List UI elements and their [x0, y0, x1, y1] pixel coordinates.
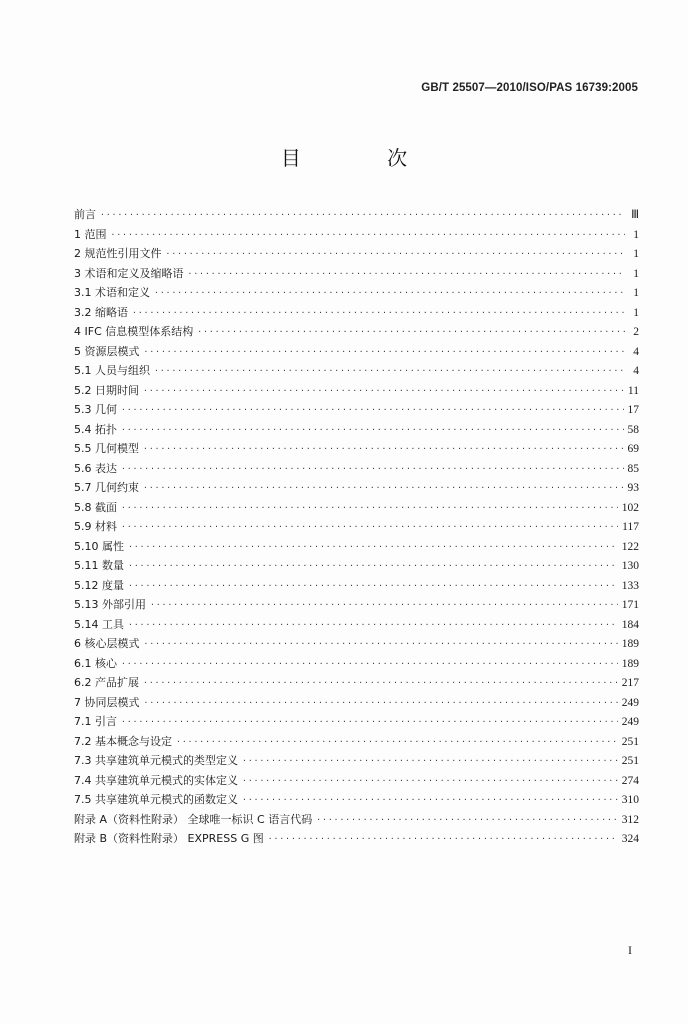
toc-entry-page: Ⅲ	[631, 209, 639, 221]
toc-entry-page: 4	[633, 365, 639, 377]
toc-entry[interactable]	[74, 829, 639, 849]
toc-leader-dots	[150, 595, 618, 615]
toc-entry-page: 1	[633, 287, 639, 299]
toc-entry-label: 7.2 基本概念与设定	[74, 734, 172, 748]
toc-entry-label: 5.9 材料	[74, 520, 117, 533]
toc-entry-page: 58	[627, 423, 639, 436]
toc-entry[interactable]	[74, 576, 639, 596]
toc-entry-page: 184	[621, 618, 639, 631]
toc-entry-page: 4	[633, 345, 639, 358]
toc-entry-page: 274	[621, 774, 639, 787]
toc-entry-page: 251	[621, 755, 639, 767]
toc-leader-dots	[144, 634, 618, 654]
toc-leader-dots	[143, 673, 618, 693]
toc-entry-page: 249	[621, 696, 639, 709]
toc-entry-label: 5 资源层模式	[74, 344, 140, 358]
toc-leader-dots	[143, 478, 624, 498]
toc-entry[interactable]	[74, 400, 639, 420]
toc-entry[interactable]	[74, 634, 639, 654]
toc-leader-dots	[144, 693, 618, 713]
toc-entry-label: 3.1 术语和定义	[74, 286, 150, 299]
toc-entry-label: 附录 B（资料性附录） EXPRESS G 图	[74, 832, 264, 845]
toc-entry[interactable]	[74, 459, 639, 479]
toc-entry[interactable]	[74, 322, 639, 342]
toc-leader-dots	[121, 400, 624, 420]
toc-entry[interactable]	[74, 615, 639, 635]
toc-entry[interactable]	[74, 498, 639, 518]
toc-entry-page: 251	[621, 735, 639, 748]
toc-entry-label: 附录 A（资料性附录） 全球唯一标识 C 语言代码	[74, 812, 313, 826]
toc-entry-label: 7.1 引言	[74, 715, 117, 728]
toc-entry[interactable]	[74, 712, 639, 732]
toc-leader-dots	[242, 751, 618, 771]
toc-entry-label: 5.6 表达	[74, 461, 117, 475]
toc-leader-dots	[197, 322, 625, 342]
toc-leader-dots	[128, 556, 618, 576]
toc-entry[interactable]	[74, 205, 639, 225]
toc-entry[interactable]	[74, 751, 639, 771]
toc-entry[interactable]	[74, 673, 639, 693]
toc-entry[interactable]	[74, 381, 639, 401]
toc-entry-label: 7.3 共享建筑单元模式的类型定义	[74, 754, 238, 767]
toc-entry-label: 5.10 属性	[74, 539, 124, 553]
toc-leader-dots	[188, 264, 626, 284]
toc-leader-dots	[128, 576, 618, 596]
toc-entry-label: 5.13 外部引用	[74, 598, 146, 611]
toc-entry-page: 85	[627, 462, 639, 475]
toc-entry[interactable]	[74, 420, 639, 440]
toc-entry[interactable]	[74, 439, 639, 459]
toc-entry-page: 1	[633, 267, 639, 280]
toc-leader-dots	[128, 615, 618, 635]
page-title: 目 次	[280, 146, 448, 170]
toc-entry-page: 217	[621, 677, 639, 689]
toc-entry-page: 2	[633, 326, 639, 338]
page-number: I	[628, 943, 632, 957]
table-of-contents	[74, 205, 639, 849]
toc-entry-label: 7.4 共享建筑单元模式的实体定义	[74, 773, 238, 787]
toc-leader-dots	[100, 205, 625, 225]
toc-entry-page: 130	[621, 560, 639, 572]
toc-entry[interactable]	[74, 342, 639, 362]
toc-entry-label: 4 IFC 信息模型体系结构	[74, 325, 194, 338]
toc-leader-dots	[121, 654, 618, 674]
toc-leader-dots	[268, 829, 618, 849]
toc-entry-page: 117	[622, 521, 639, 533]
toc-entry-label: 1 范围	[74, 227, 107, 241]
toc-entry[interactable]	[74, 771, 639, 791]
toc-entry[interactable]	[74, 225, 639, 245]
toc-entry-label: 5.1 人员与组织	[74, 364, 150, 377]
toc-entry-page: 1	[633, 228, 639, 241]
toc-entry-page: 324	[621, 833, 639, 845]
toc-entry-label: 前言	[74, 208, 96, 221]
toc-entry-label: 6.2 产品扩展	[74, 676, 139, 689]
toc-leader-dots	[166, 244, 626, 264]
toc-entry-label: 6.1 核心	[74, 656, 117, 670]
toc-entry-page: 102	[621, 501, 639, 514]
toc-entry-page: 189	[621, 638, 639, 650]
toc-entry[interactable]	[74, 693, 639, 713]
toc-entry-page: 1	[633, 248, 639, 260]
toc-entry-label: 5.12 度量	[74, 578, 124, 592]
toc-leader-dots	[121, 712, 618, 732]
toc-leader-dots	[128, 537, 618, 557]
toc-entry[interactable]	[74, 654, 639, 674]
toc-leader-dots	[316, 810, 618, 830]
toc-leader-dots	[154, 283, 625, 303]
toc-entry-page: 11	[627, 384, 639, 397]
toc-entry[interactable]	[74, 556, 639, 576]
toc-entry-label: 5.7 几何约束	[74, 481, 139, 494]
toc-entry[interactable]	[74, 264, 639, 284]
toc-entry-label: 5.14 工具	[74, 617, 124, 631]
toc-leader-dots	[121, 459, 624, 479]
toc-entry-page: 249	[621, 716, 639, 728]
toc-entry-page: 69	[627, 443, 639, 455]
toc-entry[interactable]	[74, 244, 639, 264]
toc-entry-page: 122	[621, 540, 639, 553]
toc-leader-dots	[144, 342, 626, 362]
toc-entry-label: 3 术语和定义及缩略语	[74, 266, 184, 280]
standard-code: GB/T 25507—2010/ISO/PAS 16739:2005	[421, 82, 638, 94]
toc-leader-dots	[121, 517, 618, 537]
toc-entry-label: 5.11 数量	[74, 559, 124, 572]
toc-leader-dots	[176, 732, 618, 752]
toc-entry[interactable]	[74, 790, 639, 810]
toc-entry-page: 17	[627, 404, 639, 416]
toc-leader-dots	[154, 361, 625, 381]
toc-entry[interactable]	[74, 810, 639, 830]
toc-entry-label: 2 规范性引用文件	[74, 247, 162, 260]
toc-entry-label: 5.8 截面	[74, 500, 117, 514]
toc-leader-dots	[111, 225, 626, 245]
toc-entry-label: 5.3 几何	[74, 403, 117, 416]
toc-entry[interactable]	[74, 595, 639, 615]
toc-entry[interactable]	[74, 283, 639, 303]
toc-leader-dots	[143, 439, 624, 459]
toc-leader-dots	[121, 420, 624, 440]
toc-entry-page: 310	[621, 794, 639, 806]
toc-entry-page: 312	[621, 813, 639, 826]
toc-leader-dots	[242, 790, 618, 810]
toc-entry[interactable]	[74, 303, 639, 323]
toc-entry[interactable]	[74, 517, 639, 537]
toc-entry-label: 3.2 缩略语	[74, 305, 128, 319]
toc-leader-dots	[242, 771, 618, 791]
toc-entry[interactable]	[74, 478, 639, 498]
toc-entry-page: 93	[627, 482, 639, 494]
toc-entry[interactable]	[74, 361, 639, 381]
toc-entry-label: 7.5 共享建筑单元模式的函数定义	[74, 793, 238, 806]
toc-leader-dots	[143, 381, 624, 401]
toc-entry-page: 1	[633, 306, 639, 319]
toc-entry-label: 5.2 日期时间	[74, 383, 139, 397]
toc-entry-label: 5.4 拓扑	[74, 422, 117, 436]
toc-entry-page: 133	[621, 579, 639, 592]
toc-entry-page: 189	[621, 657, 639, 670]
toc-entry-label: 7 协同层模式	[74, 695, 140, 709]
toc-leader-dots	[121, 498, 618, 518]
toc-entry[interactable]	[74, 537, 639, 557]
toc-entry-label: 6 核心层模式	[74, 637, 140, 650]
toc-leader-dots	[132, 303, 625, 323]
toc-entry-label: 5.5 几何模型	[74, 442, 139, 455]
toc-entry-page: 171	[621, 599, 639, 611]
toc-entry[interactable]	[74, 732, 639, 752]
